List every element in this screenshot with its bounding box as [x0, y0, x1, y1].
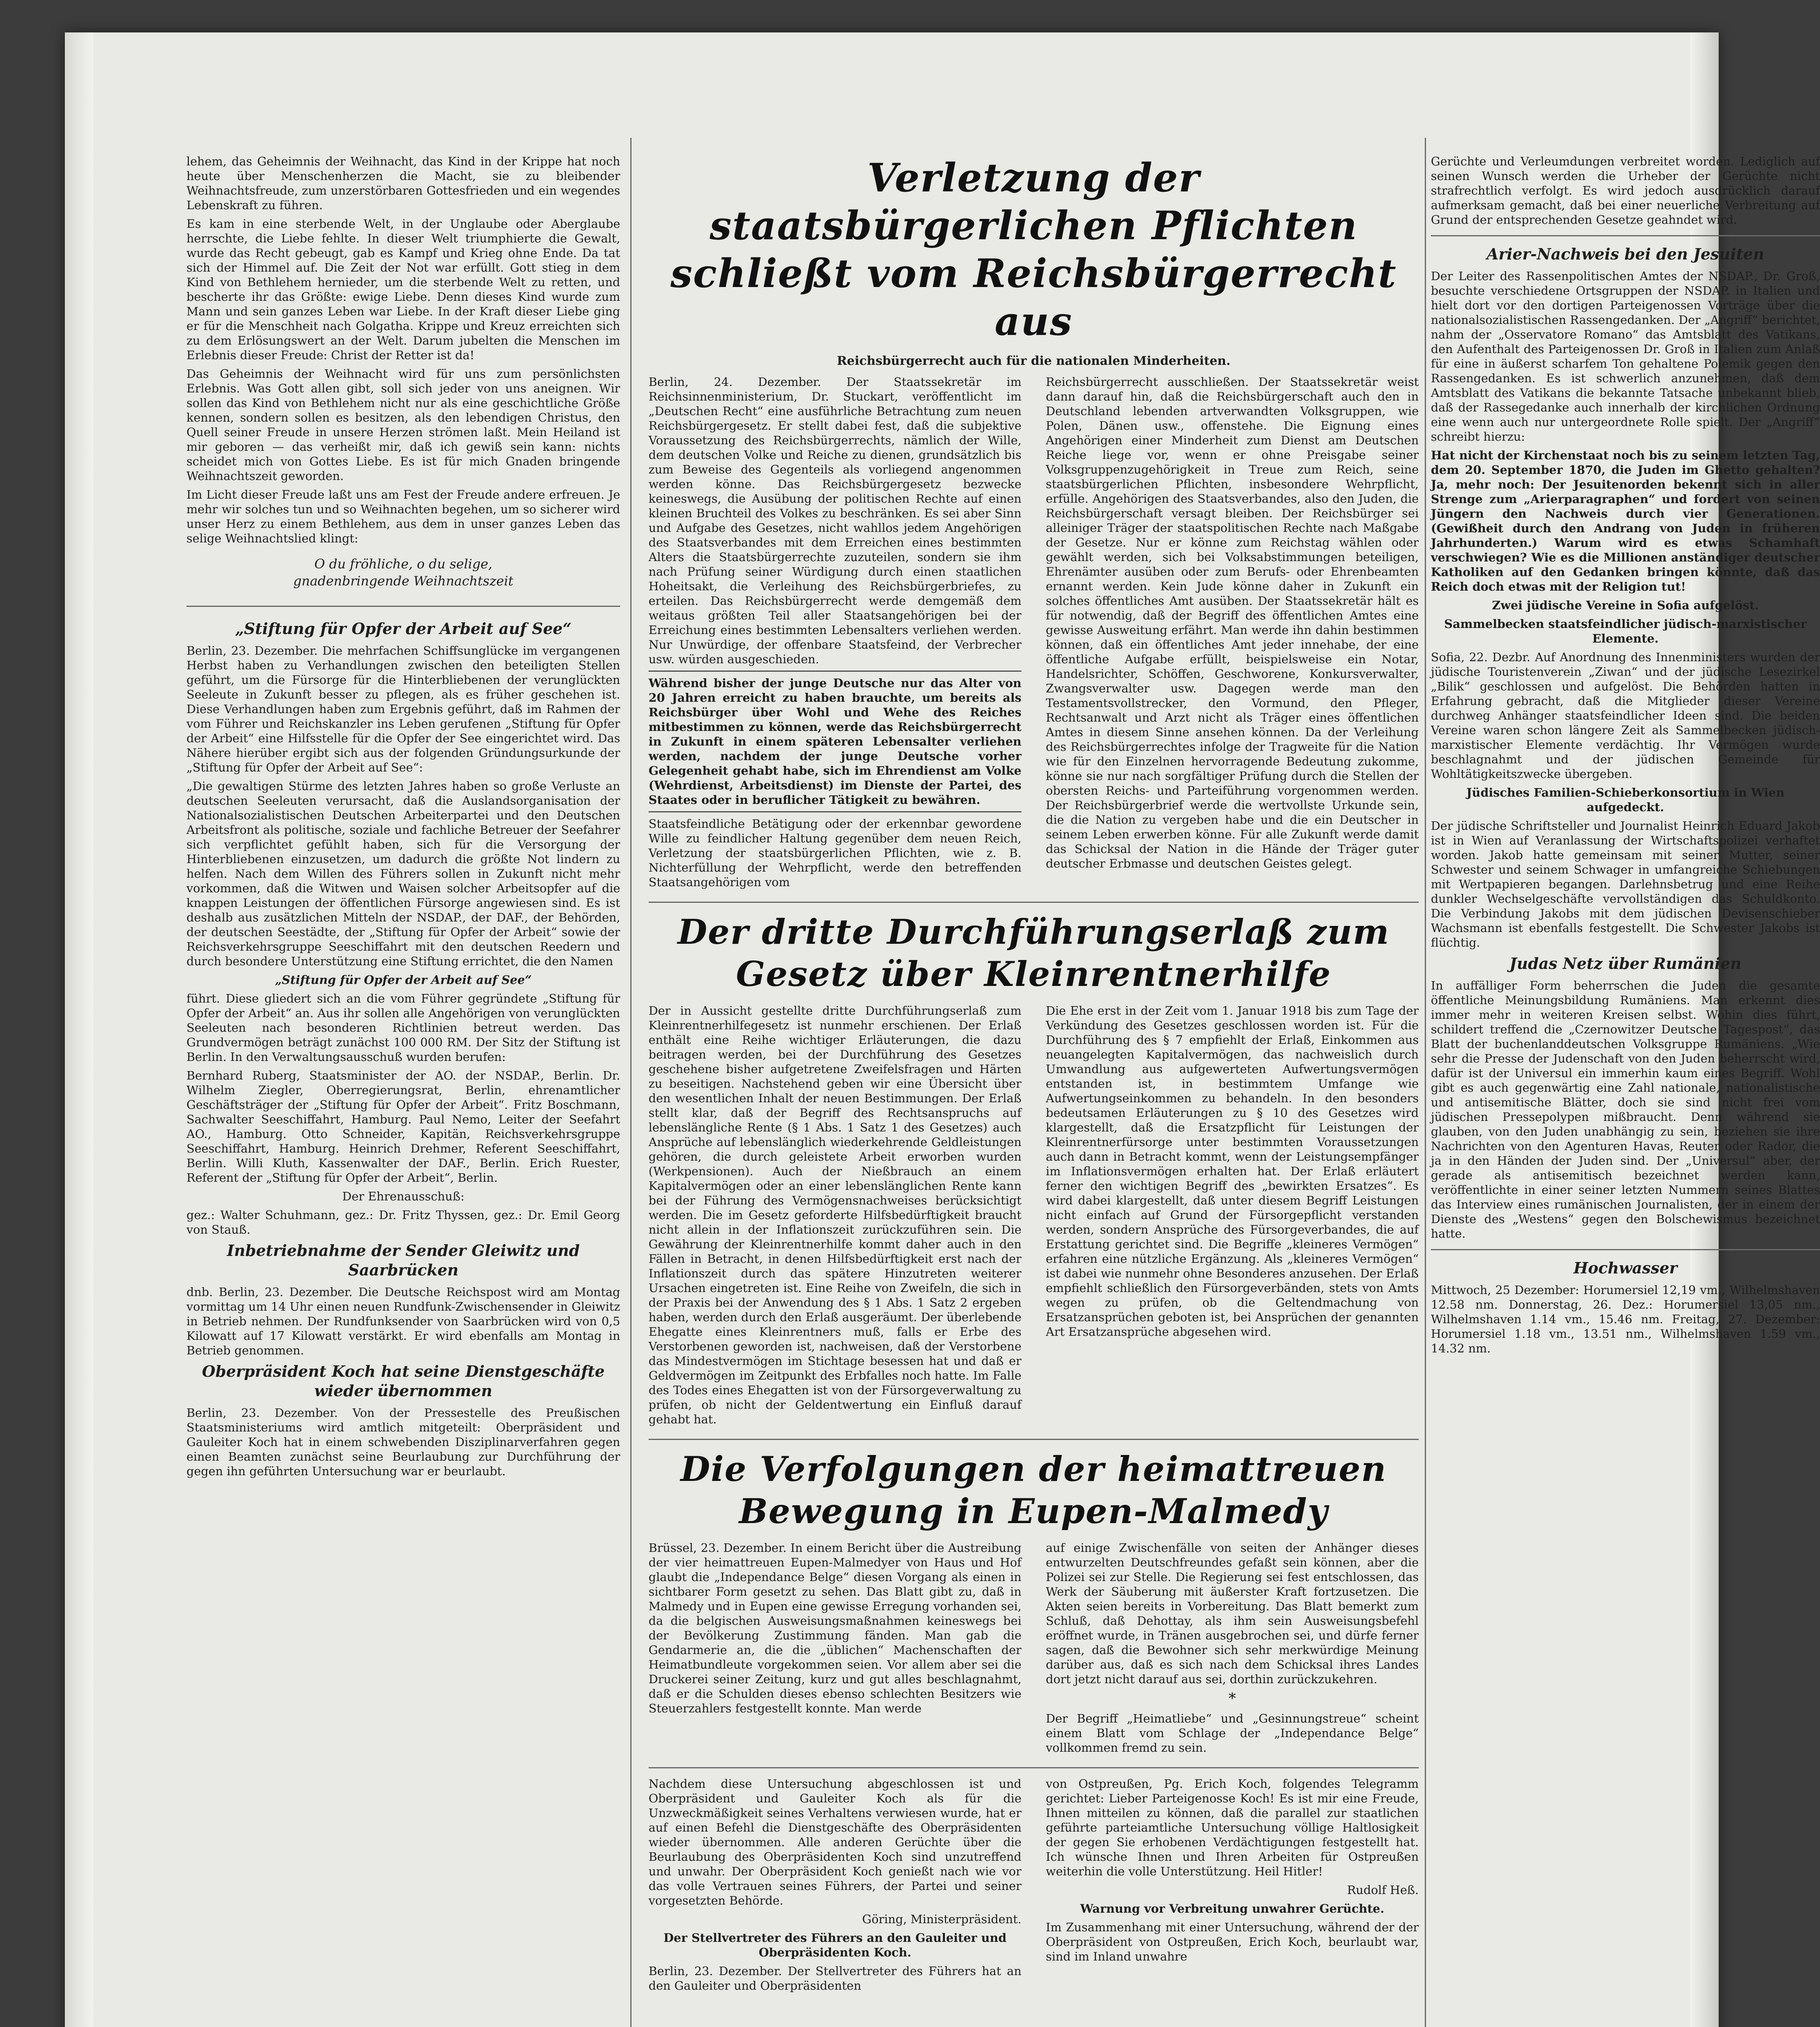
article-eupen-right: [1046, 1541, 1419, 1759]
eupen-para-left: Brüssel, 23. Dezember. In einem Bericht über die Austreibung der vier heimattreuen Eupen-Malmedyer von Haus und Hof glaubt die „Independance Belge“ diesen Vorgang als einen in sichtbarer Form gesetzt zu sehen. Das Blatt gibt zu, daß in Malmedy und in Eupen eine gewisse Erregung vorhanden sei, da die belgischen Ausweisungsmaßnahmen keineswegs bei der Bevölkerung Zustimmung fänden. Man gab die Gendarmerie an, die die „üblichen“ Machenschaften der Heimatbundleute vorgekommen seien. Vor allem aber sei die Druckerei seiner Zeitung, kurz und gut alles beschlagnahmt, daß er die Schulden dieses ebenso schlechten Besitzers wie Steuerzahlers festgestellt konnte. Man werde: [649, 1541, 1021, 1715]
article-kleinrentner: [649, 1003, 1419, 1431]
divider: [649, 1439, 1419, 1440]
article-reichsbuerger-left: [649, 375, 1021, 894]
divider: [1431, 1249, 1820, 1250]
divider: [649, 1767, 1419, 1768]
headline-reichsbuerger: Verletzung der staatsbürgerlichen Pflichten schließt vom Reichsbürgerrecht aus: [670, 155, 1397, 344]
sender-para: dnb. Berlin, 23. Dezember. Die Deutsche Reichspost wird am Montag vormittag um 14 Uhr einen neuen Rundfunk-Zwischensender in Gleiwitz in Betrieb nehmen. Der Rundfunksender von Saarbrücken wird von 0,5 Kilowatt auf 17 Kilowatt verstärkt. Er wird ebenfalls am Montag in Betrieb genommen.: [186, 1285, 620, 1357]
warnung-para: Im Zusammenhang mit einer Untersuchung, während der der Oberpräsident von Ostpreußen, Erich Koch, beurlaubt war, sind im Inland unwahre: [1046, 1920, 1419, 1963]
reichsbuerger-para-2: Staatsfeindliche Betätigung oder der erkennbar gewordene Wille zu feindlicher Haltung gegenüber dem neuen Reich, Verletzung der staatsbürgerlichen Pflichten, wie z. B. Nichterfüllung der Wehrpflicht, werde den betreffenden Staatsangehörigen vom: [649, 817, 1021, 889]
christmas-para-2: Es kam in eine sterbende Welt, in der Unglaube oder Aberglaube herrschte, die Liebe fehlte. In dieser Welt triumphierte die Gewalt, wurde das Recht gebeugt, gab es Kampf und Krieg ohne Ende. Da tat sich der Himmel auf. Die Zeit der Not war erfüllt. Gott stieg in dem Kind von Bethlehem hernieder, um die sterbende Welt zu retten, und bescherte ihr das Größte: ewige Liebe. Denn dieses Kind wurde zum Mann und sein ganzes Leben war Liebe. In der Kraft dieser Liebe ging er für die Menschheit nach Golgatha. Krippe und Kreuz erreichten sich zu dem Erlösungswert an der Welt. Darum jubelten die Menschen im Erlebnis dieser Freude: Christ der Retter ist da!: [186, 217, 620, 362]
stiftung-para-3: führt. Diese gliedert sich an die vom Führer gegründete „Stiftung für Opfer der Arbeit“ an. Aus ihr sollen alle Angehörigen von verunglückten Seeleuten nach besonderen Richtlinien betreut werden. Das Grundvermögen beträgt zunächst 100 000 RM. Der Sitz der Stiftung ist Berlin. In den Verwaltungsausschuß wurden berufen:: [186, 992, 620, 1064]
poem-line-1: O du fröhliche, o du selige,: [314, 556, 492, 572]
article-eupen: [649, 1541, 1419, 1759]
separator-star: *: [1229, 1691, 1236, 1707]
kleinrentner-para-left: Der in Aussicht gestellte dritte Durchführungserlaß zum Kleinrentnerhilfegesetz ist nunmehr erschienen. Der Erlaß enthält eine Reihe wichtiger Erläuterungen, die dazu beitragen werden, bei der Durchführung des Gesetzes geschehene bisher aufgetretene Zweifelsfragen und Härten zu beseitigen. Nachstehend geben wir eine Übersicht über den wesentlichen Inhalt der neuen Bestimmungen. Der Erlaß stellt klar, daß der Begriff des Rechtsanspruchs auf lebenslängliche Rente (§ 1 Abs. 1 Satz 1 des Gesetzes) auch Ansprüche auf lebenslänglich wiederkehrende Geldleistungen gehören, die durch geleistete Arbeit erworben wurden (Werkpensionen). Auch der Nießbrauch an einem Kapitalvermögen oder an einer lebenslänglichen Rente kann bei der Führung des Vermögensnachweises berücksichtigt werden. Die im Gesetz geforderte Hilfsbedürftigkeit braucht nicht allein in der Inflationszeit zurückzuführen sein. Die Gewährung der Kleinrentnerhilfe kommt daher auch in den Fällen in Betracht, in denen Hilfsbedürftigkeit erst nach der Inflationszeit durch das spätere Hinzutreten weiterer Ursachen eingetreten ist. Eine Reihe von Zweifeln, die sich in der Praxis bei der Anwendung des § 1 Abs. 1 Satz 2 ergeben haben, werden durch den Erlaß ausgeräumt. Der überlebende Ehegatte eines Kleinrentners muß, falls er Erbe des Verstorbenen geworden ist, nachweisen, daß der Verstorbene das Mindestvermögen im Stichtage besessen hat und daß er Geldvermögen im Zeitpunkt des Erbfalles noch hatte. Im Falle des Todes eines Ehegatten ist von der Fürsorgeverwaltung zu prüfen, ob nicht der Geldentwertung ein Einfluß darauf gehabt hat.: [649, 1004, 1021, 1426]
goering-signature: Göring, Ministerpräsident.: [862, 1912, 1021, 1926]
koch-para: Berlin, 23. Dezember. Von der Pressestelle des Preußischen Staatsministeriums wird amtlich mitgeteilt: Oberpräsident und Gauleiter Koch hat in einem schwebenden Disziplinarverfahren gegen einen Beamten zunächst seine Beurlaubung zur Durchführung der gegen ihn geführten Untersuchung war er beurlaubt.: [186, 1406, 620, 1478]
article-kleinrentner-left: [649, 1003, 1021, 1431]
geruechte-para: Gerüchte und Verleumdungen verbreitet worden. Lediglich auf seinen Wunsch werden die Urheber der Gerüchte nicht strafrechtlich verfolgt. Es wird jedoch ausdrücklich darauf aufmerksam gemacht, daß bei einer neuerliche Verbreitung auf Grund der entsprechenden Gesetze geahndet wird.: [1431, 154, 1820, 227]
sofia-subtitle: Sammelbecken staatsfeindlicher jüdisch-marxistischer Elemente.: [1444, 617, 1807, 645]
hochwasser-para: Mittwoch, 25 Dezember: Horumersiel 12,19 vm., Wilhelmshaven 12.58 nm. Donnerstag, 26. Dez.: Horumersiel 13,05 nm., Wilhelmshaven 1.14 vm., 15.46 nm. Freitag, 27. Dezember: Horumersiel 1.18 vm., 13.51 nm., Wilhelmshaven 1.59 vm., 14.32 nm.: [1431, 1283, 1820, 1355]
stiftung-signers: gez.: Walter Schuhmann, gez.: Dr. Fritz Thyssen, gez.: Dr. Emil Georg von Stauß.: [186, 1208, 620, 1236]
article-koch-right: [1046, 1776, 1419, 1997]
koch-cont-para: Nachdem diese Untersuchung abgeschlossen ist und Oberpräsident und Gauleiter Koch als für die Unzweckmäßigkeit seines Verhaltens verwiesen wurde, hat er auf einen Befehl die Dienstgeschäfte des Oberpräsidenten wieder übernommen. Alle anderen Gerüchte über die Beurlaubung des Oberpräsidenten Koch sind unzutreffend und unwahr. Der Oberpräsident Koch genießt nach wie vor das volle Vertrauen seines Führers, der Partei und seiner vorgesetzten Behörde.: [649, 1777, 1021, 1907]
judas-title: Judas Netz über Rumänien: [1509, 954, 1742, 973]
wien-title: Jüdisches Familien-Schieberkonsortium in Wien aufgedeckt.: [1466, 786, 1785, 814]
christmas-para-4: Im Licht dieser Freude laßt uns am Fest der Freude andere erfreuen. Je mehr wir solches tun und so Weihnachten begehen, um so sicherer wird unser Herz zu einem Bethlehem, aus dem in unser ganzes Leben das selige Weihnachtslied klingt:: [186, 488, 620, 545]
stiftung-members: Bernhard Ruberg, Staatsminister der AO. der NSDAP., Berlin. Dr. Wilhelm Ziegler, Oberregierungsrat, Berlin, ehrenamtlicher Geschäftsträger der „Stiftung für Opfer der Arbeit“. Fritz Boschmann, Sachwalter Seeschiffahrt, Hamburg. Paul Nemo, Leiter der Seefahrt AO., Hamburg. Otto Schneider, Kapitän, Reichsverkehrsgruppe Seeschiffahrt, Hamburg. Heinrich Drehmer, Referent Seeschiffahrt, Berlin. Willi Kluth, Kassenwalter der DAF., Berlin. Erich Ruester, Referent der „Stiftung für Opfer der Arbeit“, Berlin.: [186, 1069, 620, 1185]
telegram-para: von Ostpreußen, Pg. Erich Koch, folgendes Telegramm gerichtet: Lieber Parteigenosse Koch! Es ist mir eine Freude, Ihnen mitteilen zu können, daß die parallel zur staatlichen geführte parteiamtliche Untersuchung völlige Haltlosigkeit der gegen Sie erhobenen Verdächtigungen festgestellt hat. Ich wünsche Ihnen und Ihren Arbeiten für Ostpreußen weiterhin die volle Unterstützung. Heil Hitler!: [1046, 1777, 1419, 1878]
column-rule-2: [1425, 138, 1426, 2027]
stellvertreter-para: Berlin, 23. Dezember. Der Stellvertreter des Führers hat an den Gauleiter und Oberpräsidenten: [649, 1964, 1021, 1993]
reichsbuerger-boxed-para: Während bisher der junge Deutsche nur das Alter von 20 Jahren erreicht zu haben brauchte, um bereits als Reichsbürger über Wohl und Wehe des Reiches mitbestimmen zu können, werde das Reichsbürgerrecht in Zukunft in einem späteren Lebensalter verliehen werden, nachdem der junge Deutsche vorher Gelegenheit gehabt habe, sich im Ehrendienst am Volke (Wehrdienst, Arbeitsdienst) im Dienste der Partei, des Staates oder in beruflicher Tätigkeit zu bewähren.: [649, 671, 1021, 812]
ehrenausschuss-label: Der Ehrenausschuß:: [342, 1189, 465, 1203]
arier-bold-para: Hat nicht der Kirchenstaat noch bis zu seinem letzten Tag, dem 20. September 1870, die Juden im Ghetto gehalten? Ja, mehr noch: Der Jesuitenorden bekennt sich in aller Strenge zum „Arierparagraphen“ und fordert von seinen Jüngern den Nachweis durch vier Generationen. (Gewißheit durch den Andrang von Juden in früheren Jahrhunderten.) Warum wird es etwas Schamhaft verschwiegen? Wie es die Millionen anständiger deutscher Katholiken auf den Gedanken bringen könnte, daß das Reich doch etwas mit der Religion tut!: [1431, 448, 1820, 594]
divider: [649, 902, 1419, 903]
christmas-para-3: Das Geheimnis der Weihnacht wird für uns zum persönlichsten Erlebnis. Was Gott allen gibt, soll sich jeder von uns aneignen. Wir sollen das Kind von Bethlehem nicht nur als eine geschichtliche Größe kennen, sondern sollen es besitzen, als den lebendigen Christus, den Quell seiner Freude in unsere Herzen strömen laßt. Mein Heiland ist mir geboren — das verheißt mir, daß ich gewiß sein kann: nichts scheidet mich von Gottes Liebe. Es ist für mich Gnaden bringende Weihnachtszeit geworden.: [186, 367, 620, 483]
headline-eupen: Die Verfolgungen der heimattreuen Bewegung in Eupen-Malmedy: [680, 1449, 1387, 1531]
column-rule-1: [630, 138, 632, 2027]
arier-title: Arier-Nachweis bei den Jesuiten: [1486, 245, 1764, 263]
warnung-head: Warnung vor Verbreitung unwahrer Gerüchte.: [1080, 1902, 1385, 1916]
divider: [1431, 235, 1820, 236]
christmas-poem: [186, 555, 620, 589]
stiftung-para-1: Berlin, 23. Dezember. Die mehrfachen Schiffsunglücke im vergangenen Herbst haben zu Verhandlungen zwischen den beteiligten Stellen geführt, um die Fürsorge für die Hinterbliebenen der verunglückten Seeleute in Zukunft besser zu pflegen, als es früher geschehen ist. Diese Verhandlungen haben zum Ergebnis geführt, daß im Rahmen der vom Führer und Reichskanzler ins Leben gerufenen „Stiftung für Opfer der Arbeit“ eine Hilfsstelle für die Opfer der See eingerichtet wird. Das Nähere hierüber ergibt sich aus der folgenden Gründungsurkunde der „Stiftung für Opfer der Arbeit auf See“:: [186, 644, 620, 774]
headline-kleinrentner: Der dritte Durchführungserlaß zum Gesetz über Kleinrentnerhilfe: [677, 912, 1390, 994]
newspaper-page: [65, 32, 1820, 2027]
stiftung-name: „Stiftung für Opfer der Arbeit auf See“: [275, 973, 532, 987]
column-middle: [649, 154, 1419, 2027]
hess-signature: Rudolf Heß.: [1347, 1883, 1419, 1897]
eupen-note: Der Begriff „Heimatliebe“ und „Gesinnungstreue“ scheint einem Blatt vom Schlage der „Independance Belge“ vollkommen fremd zu sein.: [1046, 1712, 1419, 1755]
sender-title: Inbetriebnahme der Sender Gleiwitz und Saarbrücken: [227, 1241, 580, 1279]
article-reichsbuerger: [649, 375, 1419, 894]
hochwasser-title: Hochwasser: [1573, 1259, 1678, 1277]
column-right: [1431, 154, 1820, 1360]
column-left: [186, 154, 620, 1483]
stellvertreter-head: Der Stellvertreter des Führers an den Gauleiter und Oberpräsidenten Koch.: [663, 1931, 1007, 1959]
kleinrentner-para-right: Die Ehe erst in der Zeit vom 1. Januar 1918 bis zum Tage der Verkündung des Gesetzes geschlossen worden ist. Für die Durchführung des § 7 empfiehlt der Erlaß, Einkommen aus neuangelegten Kapitalvermögen, das nachweislich durch Umwandlung aus aufgewerteten Aufwertungsvermögen entstanden ist, in bestimmtem Umfange wie Aufwertungseinkommen zu behandeln. In den besonders bedeutsamen Erläuterungen zu § 10 des Gesetzes wird klargestellt, daß die Ersatzpflicht für Leistungen der Kleinrentnerfürsorge unter bestimmten Voraussetzungen auch dann in Betracht kommt, wenn der Leistungsempfänger im Inflationsvermögen erhalten hat. Der Erlaß erläutert ferner den wichtigen Begriff des „bewirkten Ersatzes“. Es wird dabei klargestellt, daß unter diesem Begriff Leistungen nicht einfach auf Grund der Fürsorgepflicht verstanden werden, sondern Ansprüche des Fürsorgeverbandes, die auf Erstattung gerichtet sind. Die Begriffe „kleineres Vermögen“ erfahren eine nützliche Ergänzung. Als „kleineres Vermögen“ ist dabei wie nunmehr ohne Besonderes anzusehen. Der Erlaß empfiehlt schließlich den Fürsorgeverbänden, stets von Amts wegen zu prüfen, ob die Geltendmachung von Ersatzansprüchen geboten ist, bei Ansprüchen der genannten Art Ersatzansprüche abgesehen wird.: [1046, 1004, 1419, 1339]
article-koch-left: [649, 1776, 1021, 1997]
koch-title: Oberpräsident Koch hat seine Dienstgeschäfte wieder übernommen: [202, 1362, 605, 1400]
stiftung-title: „Stiftung für Opfer der Arbeit auf See“: [235, 619, 572, 638]
divider: [186, 606, 620, 607]
article-eupen-left: [649, 1541, 1021, 1759]
wien-para: Der jüdische Schriftsteller und Journalist Heinrich Eduard Jakob ist in Wien auf Veranlassung der Wirtschaftspolizei verhaftet worden. Jakob hatte gemeinsam mit seiner Mutter, seiner Schwester und seinem Schwager in umfangreiche Schiebungen mit Wertpapieren begangen. Darlehnsbetrug und eine Reihe dunkler Wechselgeschäfte vervollständigen das Schuldkonto. Die Verbindung Jakobs mit dem jüdischen Devisenschieber Wachsmann ist ebenfalls festgestellt. Die Schwester Jakobs ist flüchtig.: [1431, 819, 1820, 949]
article-koch-continued: [649, 1776, 1419, 1997]
eupen-para-right: auf einige Zwischenfälle von seiten der Anhänger dieses entwurzelten Deutschfreundes gefaßt sein können, aber die Polizei sei zur Stelle. Die Regierung sei fest entschlossen, das Werk der Säuberung mit äußerster Kraft fortzusetzen. Die Akten seien bereits in Vorbereitung. Das Blatt bemerkt zum Schluß, daß Dehottay, als ihm sein Ausweisungsbefehl eröffnet wurde, in Tränen ausgebrochen sei, und dürfe ferner sagen, daß die Bewohner sich sehr merkwürdige Meinung darüber aus, daß es sich nach dem Schicksal ihres Landes dort jetzt nicht darauf aus sei, dorthin zurückzukehren.: [1046, 1541, 1419, 1686]
page-left-edge: [65, 32, 93, 2027]
reichsbuerger-para-1: Berlin, 24. Dezember. Der Staatssekretär im Reichsinnenministerium, Dr. Stuckart, veröffentlicht im „Deutschen Recht“ eine ausführliche Betrachtung zum neuen Reichsbürgergesetz. Er stellt dabei fest, daß die subjektive Voraussetzung des Reichsbürgerrechts, nämlich der Wille, dem deutschen Volke und Reiche zu dienen, grundsätzlich bis zum Beweise des Gegenteils als vorliegend angenommen werden könne. Das Reichsbürgergesetz bezwecke keineswegs, die Ausübung der politischen Rechte auf einen kleinen Bruchteil des Volkes zu beschränken. Es sei aber Sinn und Aufgabe des Gesetzes, nicht wahllos jedem Angehörigen des Staatsverbandes mit dem Erreichen eines bestimmten Alters die Staatsbürgerrechte zuzuteilen, sondern sie ihm nach Prüfung seiner Würdigung durch einen staatlichen Hoheitsakt, die Verleihung des Reichsbürgerbriefes, zu erteilen. Das Reichsbürgerrecht werde demgemäß dem weitaus größten Teil aller Staatsangehörigen bei der Erreichung eines bestimmten Lebensalters verliehen werden. Nur Unwürdige, der offenbare Staatsfeind, der Verbrecher usw. würden ausgeschieden.: [649, 375, 1021, 666]
article-reichsbuerger-right: [1046, 375, 1419, 894]
stiftung-para-2: „Die gewaltigen Stürme des letzten Jahres haben so große Verluste an deutschen Seeleuten verursacht, daß die Auslandsorganisation der Nationalsozialistischen Deutschen Arbeiterpartei und den Deutschen Arbeitsfront als politische, soziale und fachliche Betreuer der Seefahrer sich verpflichtet gefühlt haben, sich für die Versorgung der Hinterbliebenen einzusetzen, um dadurch die größte Not lindern zu helfen. Nach dem Willen des Führers sollen in Zukunft nicht mehr vorkommen, daß die Witwen und Waisen solcher Arbeitsopfer auf die knappen Leistungen der öffentlichen Fürsorge angewiesen sind. Es ist deshalb aus zusätzlichen Mitteln der NSDAP., der DAF., der Behörden, der deutschen Seestädte, der „Stiftung für Opfer der Arbeit“ sowie der Reichsverkehrsgruppe Seeschiffahrt mit den deutschen Reedern und durch besondere Unterstützung eine Stiftung errichtet, die den Namen: [186, 779, 620, 968]
sofia-para: Sofia, 22. Dezbr. Auf Anordnung des Innenministers wurden der jüdische Touristenverein „Ziwan“ und der jüdische Lesezirkel „Bilik“ geschlossen und aufgelöst. Die Behörden hatten in Erfahrung gebracht, daß die Mitglieder dieser Vereine durchweg Anhänger staatsfeindlicher Ideen sind. Die beiden Vereine waren schon längere Zeit als Sammelbecken jüdisch-marxistischer Elemente verdächtig. Ihr Vermögen wurde beschlagnahmt und der jüdischen Gemeinde für Wohltätigkeitszwecke übergeben.: [1431, 650, 1820, 781]
christmas-para-1: lehem, das Geheimnis der Weihnacht, das Kind in der Krippe hat noch heute über Menschenherzen die Macht, sie zu bleibender Weihnachtsfreude, zum unzerstörbaren Gottesfrieden und ein wegendes Lebenskraft zu führen.: [186, 154, 620, 212]
judas-para: In auffälliger Form beherrschen die Juden die gesamte öffentliche Meinungsbildung Rumäniens. Man erkennt dies immer mehr in weiteren Kreisen selbst. Wohin dies führt, schildert treffend die „Czernowitzer Deutsche Tagespost“, das Blatt der buchenlanddeutschen Volksgruppe Rumäniens. „Wie sehr die Presse der Judenschaft von den Juden beherrscht wird, dafür ist der Universul ein immerhin kaum eines Begriff. Wohl gibt es auch gegenwärtig eine Zahl nationale, nationalistische und antisemitische Blätter, doch sie sind nicht frei vom jüdischen Pressepolypen mißbraucht. Denn während sie glauben, von den Juden unabhängig zu sein, beziehen sie ihre Nachrichten von den Agenturen Havas, Reuter oder Rador, die ja in den Händen der Juden sind. Der „Universul“ aber, der gerade als antisemitisch bezeichnet werden kann, veröffentlichte in einer seiner letzten Nummern seines Blattes das Interview eines rumänischen Journalisten, der in einem der Dienste des „Westens“ gegen den Bolschewismus bezeichnet hatte.: [1431, 979, 1820, 1241]
sofia-title: Zwei jüdische Vereine in Sofia aufgelöst.: [1492, 598, 1759, 612]
subhead-reichsbuerger: Reichsbürgerrecht auch für die nationalen Minderheiten.: [837, 354, 1231, 368]
reichsbuerger-para-right: Reichsbürgerrecht ausschließen. Der Staatssekretär weist dann darauf hin, daß die Reichsbürgerschaft auch den in Deutschland lebenden artverwandten Volksgruppen, wie Polen, Dänen usw., offenstehe. Die Eignung eines Angehörigen einer Minderheit zum Dienst am Deutschen Reiche liege vor, wenn er ohne Preisgabe seiner Volksgruppenzugehörigkeit in Treue zum Reich, seine staatsbürgerlichen Pflichten, insbesondere Wehrpflicht, erfülle. Angehörigen des Staatsverbandes, also den Juden, die Reichsbürgerschaft versagt bleiben. Der Reichsbürger sei alleiniger Träger der staatspolitischen Rechte nach Maßgabe der Gesetze. Nur er könne zum Reichstag wählen oder gewählt werden, sich bei Volksabstimmungen beteiligen, Ehrenämter ausüben oder zum Berufs- oder Ehrenbeamten ernannt werden. Kein Jude könne daher in Zukunft ein solches öffentliches Amt ausüben. Der Staatssekretär hält es für notwendig, daß der Begriff des öffentlichen Amtes eine gewisse Ausweitung erfährt. Man werde ihn dahin bestimmen können, daß ein öffentliches Amt jeder innehabe, der eine öffentliche Aufgabe erfüllt, beispielsweise ein Notar, Handelsrichter, Schöffen, Geschworene, Konkursverwalter, Zwangsverwalter usw. Dagegen werde man den Testamentsvollstrecker, den Vormund, den Pfleger, Rechtsanwalt und Arzt nicht als Träger eines öffentlichen Amtes in diesem Sinne ansehen können. Da der Verleihung des Reichsbürgerrechtes infolge der Tragweite für die Nation wie für den Einzelnen hervorragende Bedeutung zukomme, könne sie nur nach sorgfältiger Prüfung durch die Stellen der obersten Reichs- und Parteiführung vorgenommen werden. Der Reichsbürgerbrief werde die wertvollste Urkunde sein, die die Nation zu vergeben habe und die ein Deutscher in seinem Leben erwerben könne. Für alle Zukunft werde damit das Schicksal der Nation in die Hände der Träger guter deutscher Erbmasse und deutschen Geistes gelegt.: [1046, 375, 1419, 870]
arier-para: Der Leiter des Rassenpolitischen Amtes der NSDAP., Dr. Groß, besuchte verschiedene Ortsgruppen der NSDAP. in Italien und hielt dort vor den dortigen Parteigenossen Vorträge über die nationalsozialistischen Rassengedanken. Der „Angriff“ berichtet, nahm der „Osservatore Romano“ das Amtsblatt des Vatikans, den Aufenthalt des Parteigenossen Dr. Groß in Italien zum Anlaß für eine in äußerst scharfem Ton gehaltene Polemik gegen den Rassengedanken. Es ist schwerlich anzunehmen, daß dem Amtsblatt des Vatikans die bekannte Tatsache unbekannt blieb, daß der Rassegedanke auch innerhalb der kirchlichen Ordnung eine wenn auch nur untergeordnete Rolle spielt. Der „Angriff“ schreibt hierzu:: [1431, 269, 1820, 444]
poem-line-2: gnadenbringende Weihnachtszeit: [293, 573, 514, 589]
article-kleinrentner-right: [1046, 1003, 1419, 1431]
